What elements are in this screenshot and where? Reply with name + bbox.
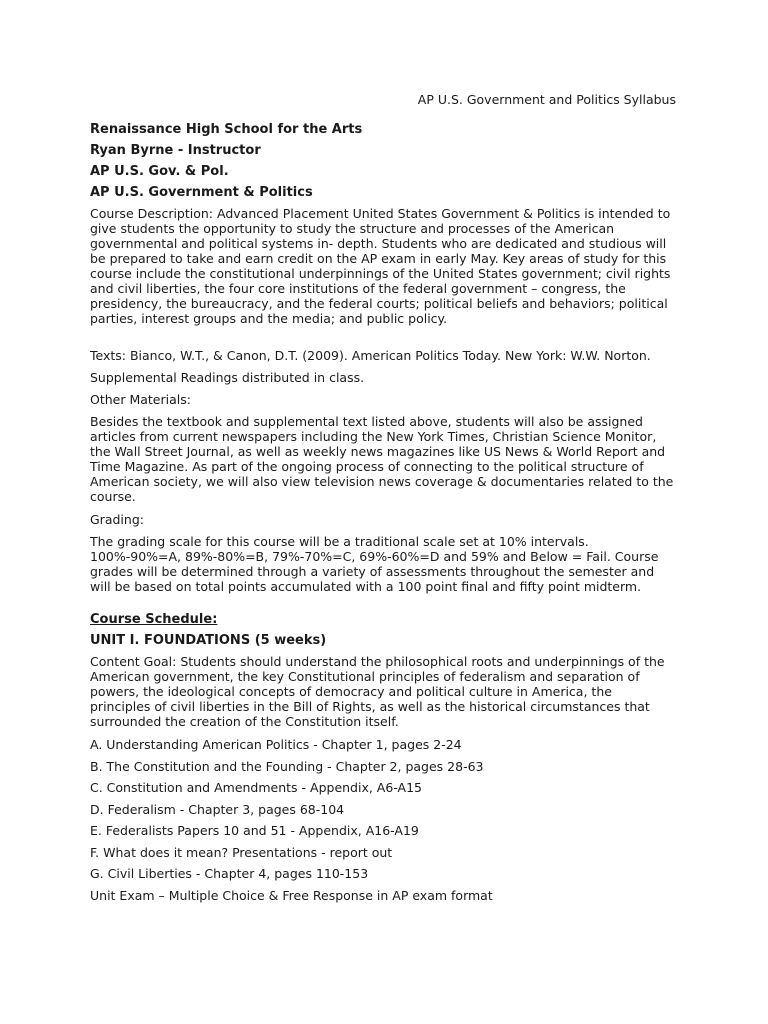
other-materials-label: Other Materials:: [90, 392, 191, 407]
unit-1-exam: Unit Exam – Multiple Choice & Free Response in AP exam format: [90, 887, 493, 903]
unit-1-content-goal: Content Goal: Students should understand the philosophical roots and underpinnings of the American government, the key Constitutional principles of federalism and separation of powers, the ideological concepts of democracy and political culture in America, the principles of civil liberties in the Bill of Rights, as well as the historical circumstances that surrounded the creation of the Constitution itself.: [90, 654, 665, 729]
unit-1-topic: E. Federalists Papers 10 and 51 - Appendix, A16-A19: [90, 823, 419, 838]
other-materials-text: Besides the textbook and supplemental text listed above, students will also be assigned articles from current newspapers including the New York Times, Christian Science Monitor, the Wall Street Journal, as well as weekly news magazines like US News & World Report and Time Magazine. As part of the ongoing process of connecting to the political structure of American society, we will also view television news coverage & documentaries related to the course.: [90, 414, 674, 504]
unit-1-topic: G. Civil Liberties - Chapter 4, pages 110-153: [90, 866, 369, 881]
course-schedule-heading: Course Schedule:: [90, 612, 218, 627]
course-full-title: AP U.S. Government & Politics: [90, 185, 313, 200]
unit-1-topic: D. Federalism - Chapter 3, pages 68-104: [90, 801, 345, 817]
page-header: AP U.S. Government and Politics Syllabus: [417, 92, 676, 107]
texts-line: Texts: Bianco, W.T., & Canon, D.T. (2009). American Politics Today. New York: W.W. Norton.: [90, 348, 651, 363]
unit-1-topic: C. Constitution and Amendments - Appendix, A6-A15: [90, 780, 423, 795]
grading-label: Grading:: [90, 512, 144, 527]
supplemental-line: Supplemental Readings distributed in class.: [90, 370, 365, 385]
unit-1-topic: F. What does it mean? Presentations - report out: [90, 844, 393, 860]
course-description: Course Description: Advanced Placement United States Government & Politics is intended to give students the opportunity to study the structure and processes of the American governmental and political systems in- depth. Students who are dedicated and studious will be prepared to take and earn credit on the AP exam in early May. Key areas of study for this course include the constitutional underpinnings of the United States government; civil rights and civil liberties, the four core institutions of the federal government – congress, the presidency, the bureaucracy, and the federal courts; political beliefs and behaviors; political parties, interest groups and the media; and public policy.: [90, 206, 671, 326]
school-name: Renaissance High School for the Arts: [90, 122, 363, 137]
instructor-name: Ryan Byrne - Instructor: [90, 143, 261, 158]
grading-text: The grading scale for this course will be a traditional scale set at 10% intervals. 100%-90%=A, 89%-80%=B, 79%-70%=C, 69%-60%=D and 59% and Below = Fail. Course grades will be determined through a variety of assessments throughout the semester and will be based on total points accumulated with a 100 point final and fifty point midterm.: [90, 534, 659, 594]
course-short-title: AP U.S. Gov. & Pol.: [90, 164, 229, 179]
unit-1-topic: A. Understanding American Politics - Chapter 1, pages 2-24: [90, 737, 462, 752]
unit-1-topic-list: [90, 737, 676, 904]
unit-1-heading: UNIT I. FOUNDATIONS (5 weeks): [90, 633, 327, 648]
unit-1-topic: B. The Constitution and the Founding - Chapter 2, pages 28-63: [90, 758, 484, 774]
